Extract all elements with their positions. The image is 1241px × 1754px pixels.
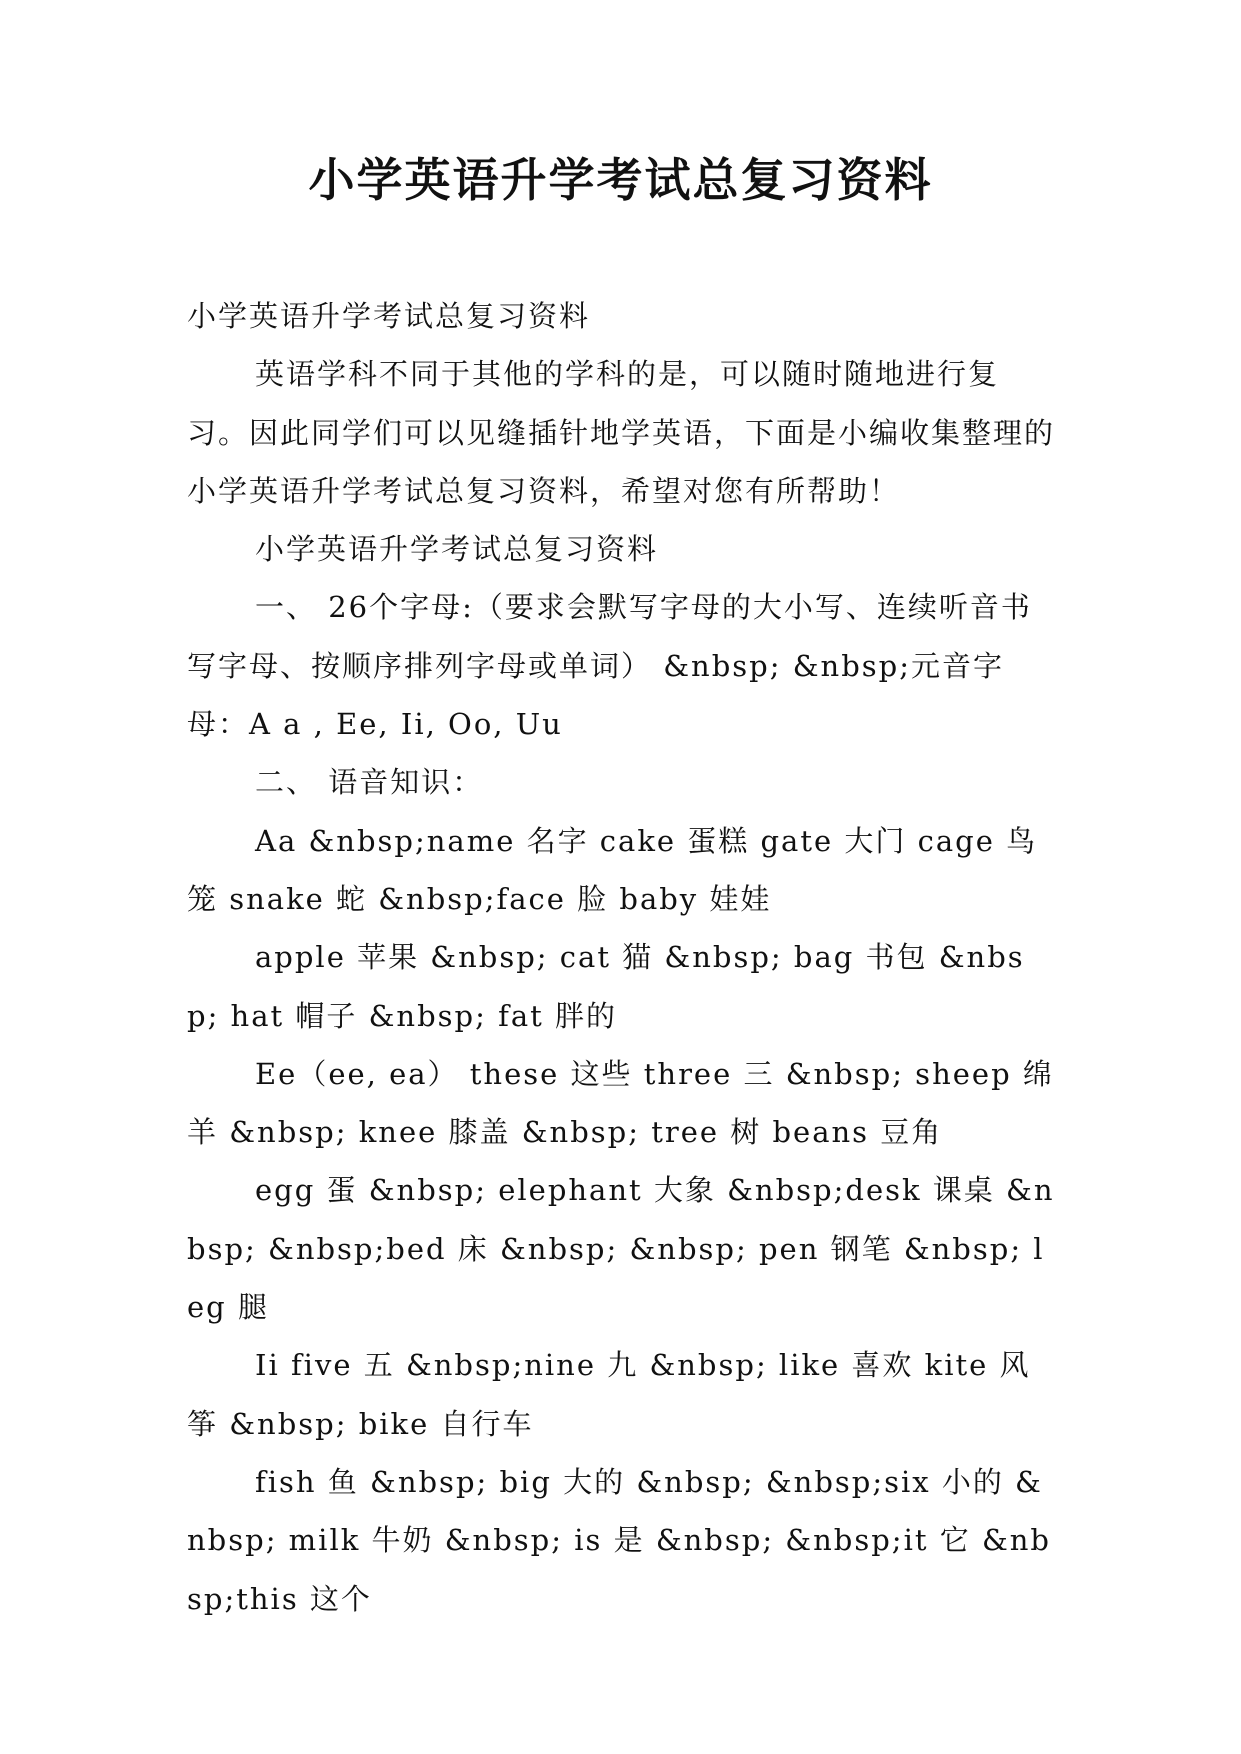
paragraph: 二、 语音知识：: [255, 765, 484, 800]
paragraph: fish 鱼 &nbsp; big 大的 &nbsp; &nbsp;six 小的 &nbsp; milk 牛奶 &nbsp; is 是 &nbsp; &nbsp;it 它 &nbsp;this 这个: [187, 1464, 1052, 1616]
paragraph: apple 苹果 &nbsp; cat 猫 &nbsp; bag 书包 &nbsp; hat 帽子 &nbsp; fat 胖的: [187, 940, 1025, 1033]
document-body: [187, 287, 1057, 1628]
document-title: 小学英语升学考试总复习资料: [308, 153, 933, 207]
paragraph: Ee（ee, ea） these 这些 three 三 &nbsp; sheep 绵羊 &nbsp; knee 膝盖 &nbsp; tree 树 beans 豆角: [187, 1056, 1054, 1150]
paragraph: 小学英语升学考试总复习资料: [255, 532, 659, 567]
paragraph: 一、 26个字母:（要求会默写字母的大小写、连续听音书写字母、按顺序排列字母或单词） &nbsp; &nbsp;元音字母：A a , Ee, Ii, Oo, Uu: [187, 590, 1032, 742]
paragraph: 英语学科不同于其他的学科的是，可以随时随地进行复习。因此同学们可以见缝插针地学英语，下面是小编收集整理的小学英语升学考试总复习资料，希望对您有所帮助！: [187, 357, 1056, 508]
paragraph: Ii five 五 &nbsp;nine 九 &nbsp; like 喜欢 kite 风筝 &nbsp; bike 自行车: [187, 1348, 1031, 1441]
paragraph: 小学英语升学考试总复习资料: [187, 299, 591, 333]
paragraph: Aa &nbsp;name 名字 cake 蛋糕 gate 大门 cage 鸟笼 snake 蛇 &nbsp;face 脸 baby 娃娃: [187, 823, 1038, 916]
paragraph: egg 蛋 &nbsp; elephant 大象 &nbsp;desk 课桌 &nbsp; &nbsp;bed 床 &nbsp; &nbsp; pen 钢笔 &nbsp; leg 腿: [187, 1173, 1055, 1325]
